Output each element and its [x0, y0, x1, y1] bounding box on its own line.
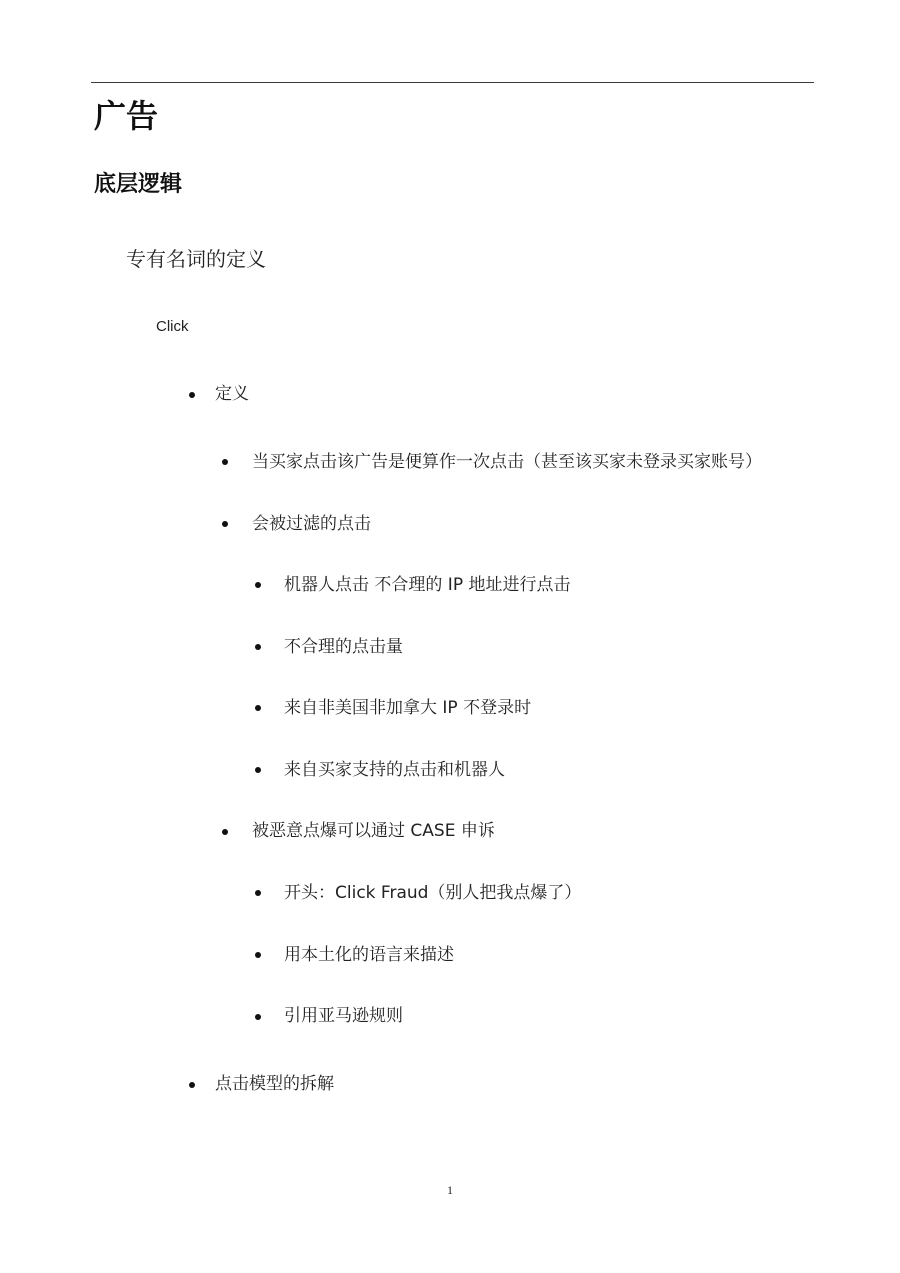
- bullet-icon: [189, 392, 195, 398]
- list-item: 来自买家支持的点击和机器人: [284, 760, 505, 780]
- bullet-icon: [255, 1014, 261, 1020]
- list-item-filtered-clicks: 会被过滤的点击: [252, 514, 371, 534]
- header-rule: [91, 82, 814, 83]
- page-number: 1: [447, 1183, 453, 1197]
- bullet-icon: [255, 705, 261, 711]
- bullet-icon: [255, 582, 261, 588]
- list-item: 开头：Click Fraud（别人把我点爆了）: [284, 883, 582, 903]
- bullet-icon: [222, 829, 228, 835]
- bullet-icon: [255, 952, 261, 958]
- bullet-icon: [222, 459, 228, 465]
- list-item: 不合理的点击量: [284, 637, 403, 657]
- list-item: 机器人点击 不合理的 IP 地址进行点击: [284, 575, 571, 595]
- bullet-icon: [189, 1082, 195, 1088]
- bullet-icon: [222, 521, 228, 527]
- list-item: 引用亚马逊规则: [284, 1006, 403, 1026]
- bullet-icon: [255, 767, 261, 773]
- document-title: 广告: [94, 97, 159, 135]
- list-item: 来自非美国非加拿大 IP 不登录时: [284, 698, 532, 718]
- subsection-heading: 专有名词的定义: [126, 247, 266, 271]
- section-heading: 底层逻辑: [94, 172, 183, 197]
- list-item-counted-click: 当买家点击该广告是便算作一次点击（甚至该买家未登录买家账号）: [252, 452, 762, 472]
- list-item-click-model: 点击模型的拆解: [215, 1074, 334, 1094]
- bullet-icon: [255, 890, 261, 896]
- list-item-definition: 定义: [215, 384, 249, 404]
- list-item-malicious-clicks: 被恶意点爆可以通过 CASE 申诉: [252, 821, 495, 841]
- term-heading: Click: [156, 318, 189, 335]
- bullet-icon: [255, 644, 261, 650]
- list-item: 用本土化的语言来描述: [284, 945, 454, 965]
